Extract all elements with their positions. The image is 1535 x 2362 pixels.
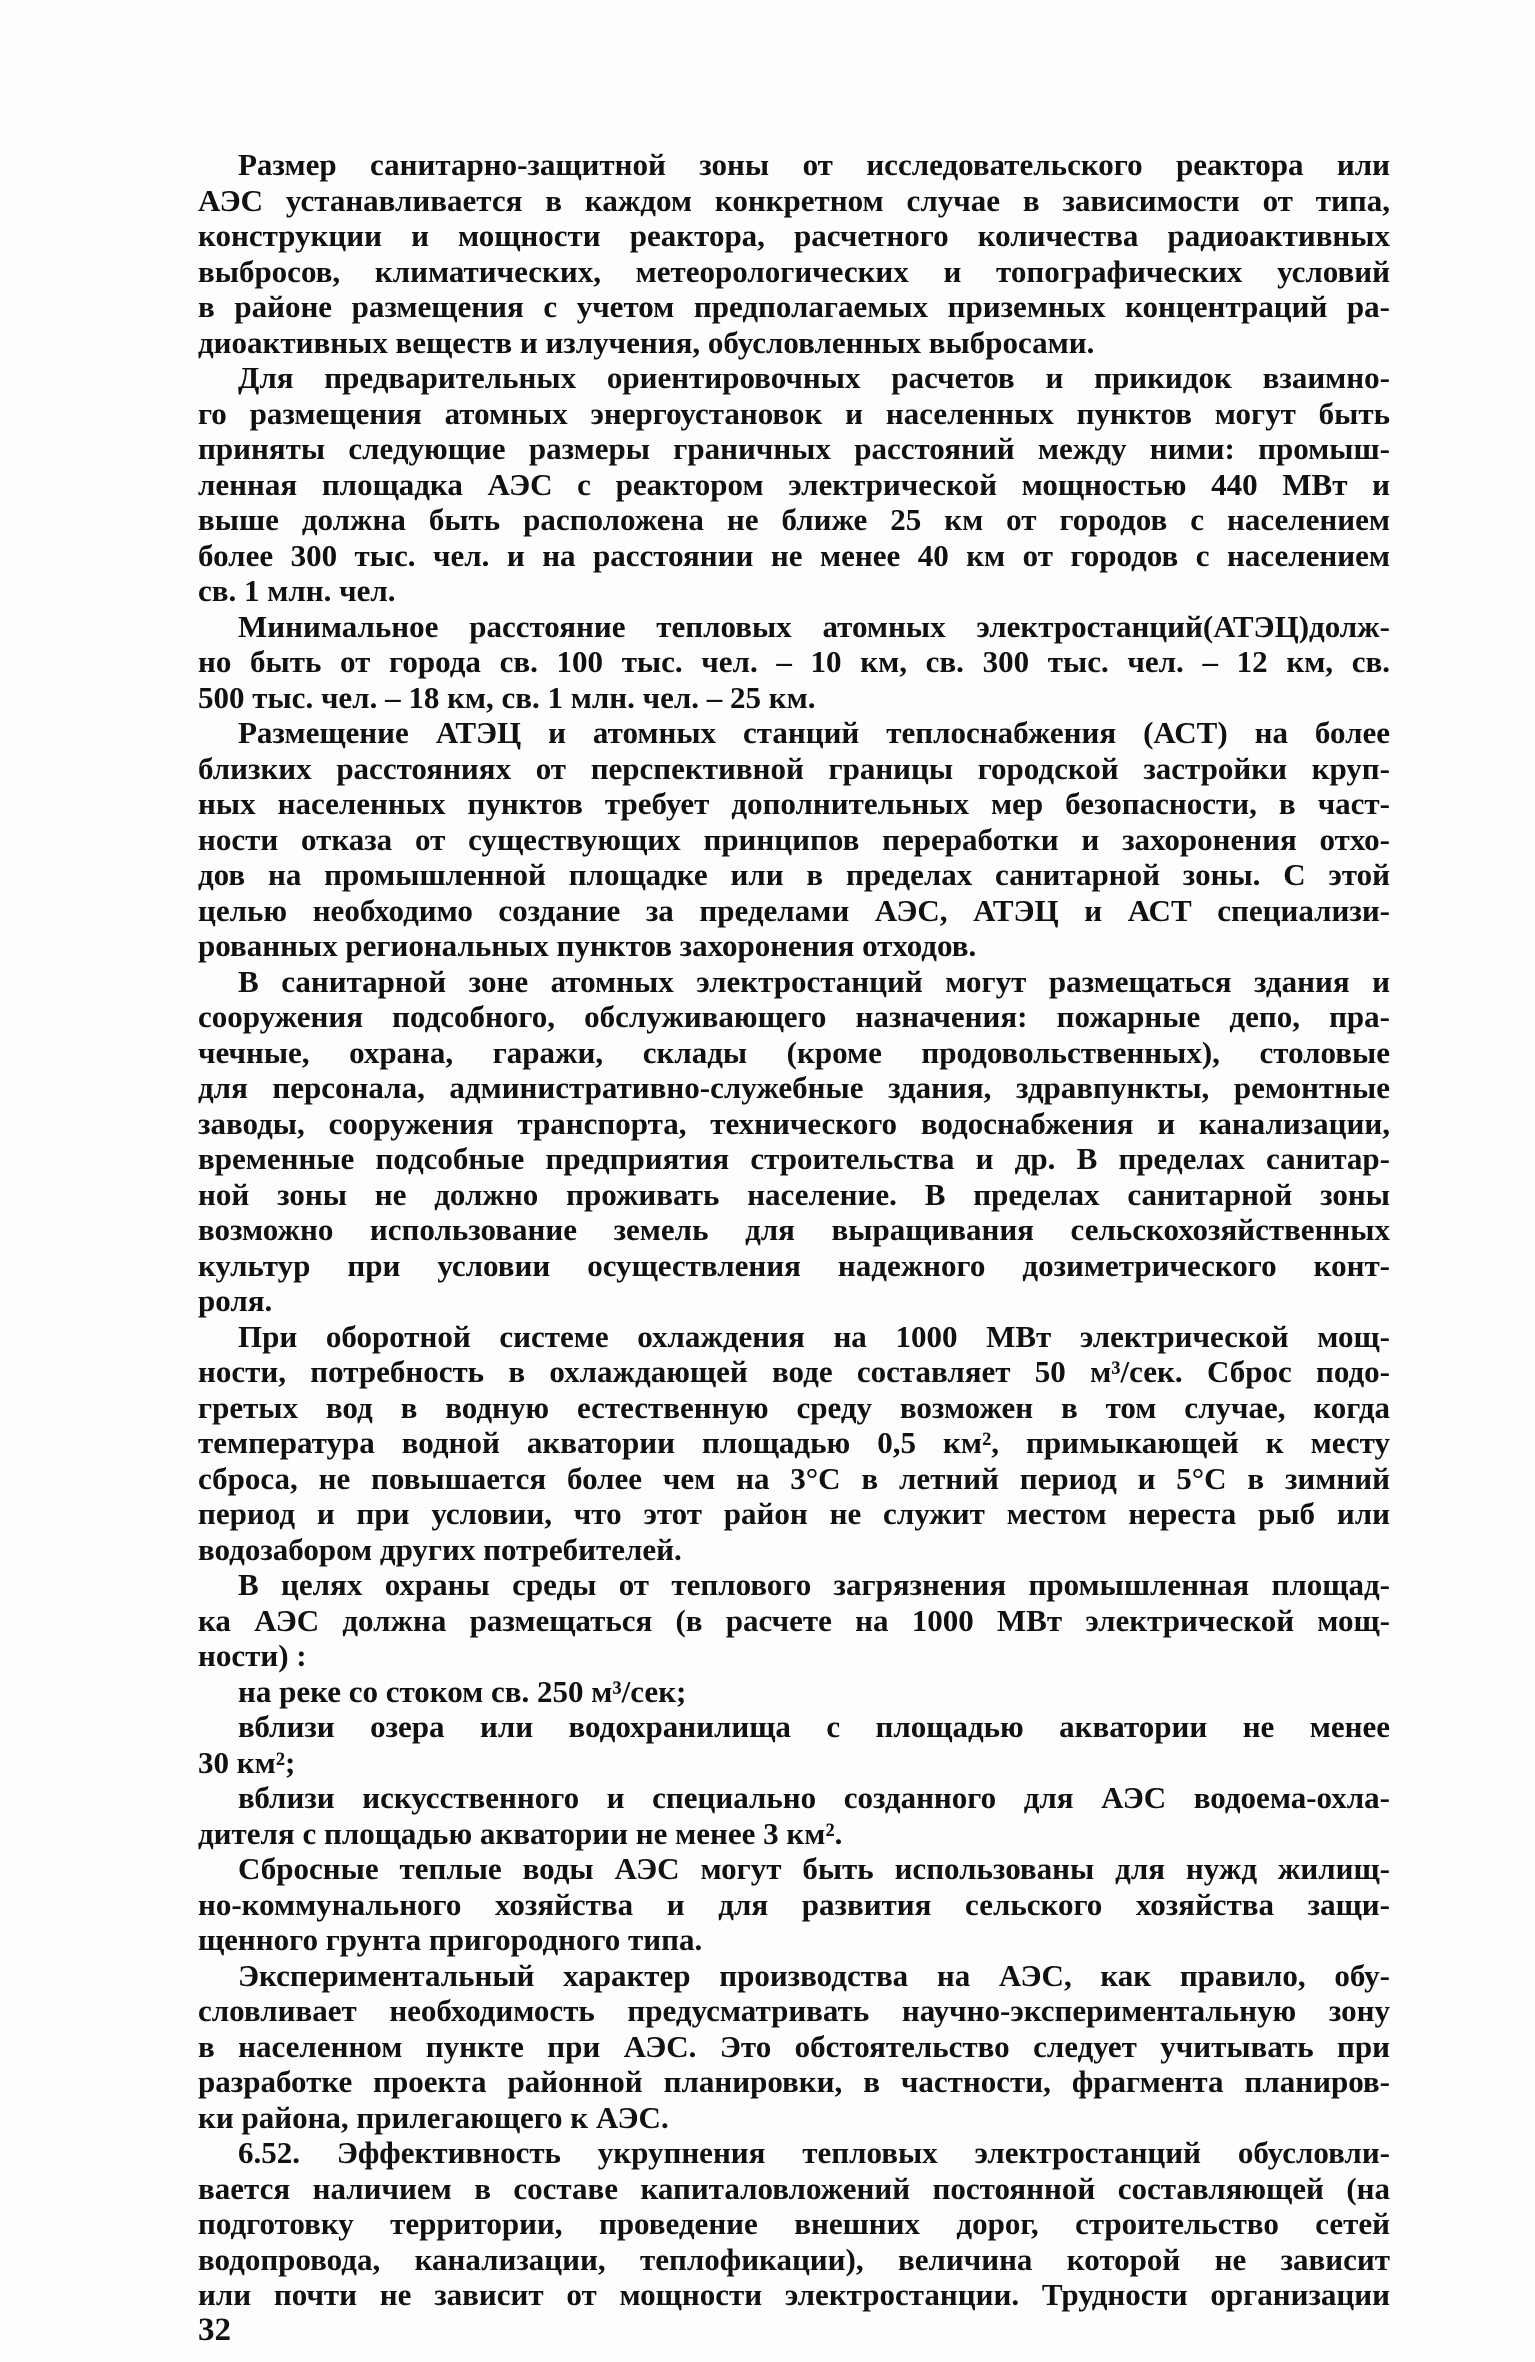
text-line: В санитарной зоне атомных электростанций могут размещаться здания и [238, 963, 1390, 999]
text-line: Сбросные теплые воды АЭС могут быть использованы для нужд жилищ- [238, 1851, 1390, 1886]
text-line: Минимальное расстояние тепловых атомных электростанций(АТЭЦ)долж- [238, 608, 1390, 644]
text-line: период и при условии, что этот район не служит местом нереста рыб или [198, 1496, 1390, 1531]
text-line: В целях охраны среды от теплового загрязнения промышленная площад- [238, 1567, 1390, 1602]
text-line: или почти не зависит от мощности электростанции. Трудности организации [198, 2277, 1390, 2312]
text-line: температура водной акватории площадью 0,5 км², примыкающей к месту [198, 1425, 1390, 1460]
text-line: культур при условии осуществления надежного дозиметрического конт- [198, 1247, 1390, 1283]
text-line: ности) : [198, 1638, 307, 1673]
text-line: в районе размещения с учетом предполагаемых приземных концентраций ра- [198, 289, 1390, 324]
text-line: ности отказа от существующих принципов переработки и захоронения отхо- [198, 821, 1390, 857]
text-line: ка АЭС должна размещаться (в расчете на 1000 МВт электрической мощ- [198, 1602, 1390, 1638]
text-line: ных населенных пунктов требует дополнительных мер безопасности, в част- [198, 786, 1390, 821]
text-line: выше должна быть расположена не ближе 25 км от городов с населением [198, 502, 1390, 537]
text-line: более 300 тыс. чел. и на расстоянии не менее 40 км от городов с населением [198, 537, 1390, 573]
text-line: заводы, сооружения транспорта, технического водоснабжения и канализации, [198, 1105, 1390, 1141]
text-line: вается наличием в составе капиталовложений постоянной составляющей (на [198, 2170, 1390, 2206]
text-line: 30 км²; [198, 1744, 296, 1780]
text-line: возможно использование земель для выращивания сельскохозяйственных [198, 1212, 1390, 1247]
text-line: ной зоны не должно проживать население. В пределах санитарной зоны [198, 1176, 1390, 1212]
text-line: При оборотной системе охлаждения на 1000 МВт электрической мощ- [238, 1318, 1390, 1354]
text-line: но-коммунального хозяйства и для развития сельского хозяйства защи- [198, 1886, 1390, 1922]
text-line: ки района, прилегающего к АЭС. [198, 2099, 669, 2135]
text-line: диоактивных веществ и излучения, обусловленных выбросами. [198, 324, 1095, 360]
text-line: АЭС устанавливается в каждом конкретном случае в зависимости от типа, [198, 182, 1390, 218]
text-line: го размещения атомных энергоустановок и населенных пунктов могут быть [198, 395, 1390, 431]
text-line: водопровода, канализации, теплофикации), величина которой не зависит [198, 2241, 1390, 2277]
text-line: роля. [198, 1283, 273, 1318]
text-line: вблизи озера или водохранилища с площадью акватории не менее [238, 1709, 1390, 1744]
text-line: на реке со стоком св. 250 м³/сек; [238, 1673, 687, 1709]
text-line: вблизи искусственного и специально созданного для АЭС водоема-охла- [238, 1780, 1390, 1815]
text-line: Для предварительных ориентировочных расчетов и прикидок взаимно- [238, 360, 1390, 395]
page-number: 32 [198, 2312, 231, 2348]
text-line: разработке проекта районной планировки, в частности, фрагмента планиров- [198, 2064, 1390, 2099]
text-line: близких расстояниях от перспективной границы городской застройки круп- [198, 750, 1390, 786]
text-line: для персонала, административно-служебные здания, здравпункты, ремонтные [198, 1070, 1390, 1105]
text-line: сброса, не повышается более чем на 3°С в летний период и 5°С в зимний [198, 1460, 1390, 1496]
text-line: Экспериментальный характер производства на АЭС, как правило, обу- [238, 1957, 1390, 1993]
text-line: 6.52. Эффективность укрупнения тепловых электростанций обусловли- [238, 2135, 1390, 2170]
text-line: ности, потребность в охлаждающей воде составляет 50 м³/сек. Сброс подо- [198, 1354, 1390, 1389]
text-line: чечные, охрана, гаражи, склады (кроме продовольственных), столовые [198, 1034, 1390, 1070]
text-line: в населенном пункте при АЭС. Это обстоятельство следует учитывать при [198, 2028, 1390, 2064]
text-line: конструкции и мощности реактора, расчетного количества радиоактивных [198, 218, 1390, 253]
text-line: подготовку территории, проведение внешних дорог, строительство сетей [198, 2206, 1390, 2241]
text-line: св. 1 млн. чел. [198, 573, 396, 608]
text-line: приняты следующие размеры граничных расстояний между ними: промыш- [198, 431, 1390, 466]
text-line: Размещение АТЭЦ и атомных станций теплоснабжения (АСТ) на более [238, 715, 1390, 750]
text-line: щенного грунта пригородного типа. [198, 1922, 703, 1957]
text-line: дителя с площадью акватории не менее 3 км². [198, 1815, 843, 1851]
text-line: рованных региональных пунктов захоронения отходов. [198, 928, 977, 963]
text-line: гретых вод в водную естественную среду возможен в том случае, когда [198, 1389, 1390, 1425]
text-line: но быть от города св. 100 тыс. чел. – 10 км, св. 300 тыс. чел. – 12 км, св. [198, 644, 1390, 679]
text-line: дов на промышленной площадке или в пределах санитарной зоны. С этой [198, 857, 1390, 892]
text-line: выбросов, климатических, метеорологических и топографических условий [198, 253, 1390, 289]
text-line: Размер санитарно-защитной зоны от исследовательского реактора или [238, 147, 1390, 182]
text-line: водозабором других потребителей. [198, 1531, 682, 1567]
text-line: сооружения подсобного, обслуживающего назначения: пожарные депо, пра- [198, 999, 1390, 1034]
text-line: целью необходимо создание за пределами АЭС, АТЭЦ и АСТ специализи- [198, 892, 1390, 928]
text-line: 500 тыс. чел. – 18 км, св. 1 млн. чел. – 25 км. [198, 679, 816, 715]
text-line: словливает необходимость предусматривать научно-экспериментальную зону [198, 1993, 1390, 2028]
text-line: временные подсобные предприятия строительства и др. В пределах санитар- [198, 1141, 1390, 1176]
text-line: ленная площадка АЭС с реактором электрической мощностью 440 МВт и [198, 466, 1390, 502]
